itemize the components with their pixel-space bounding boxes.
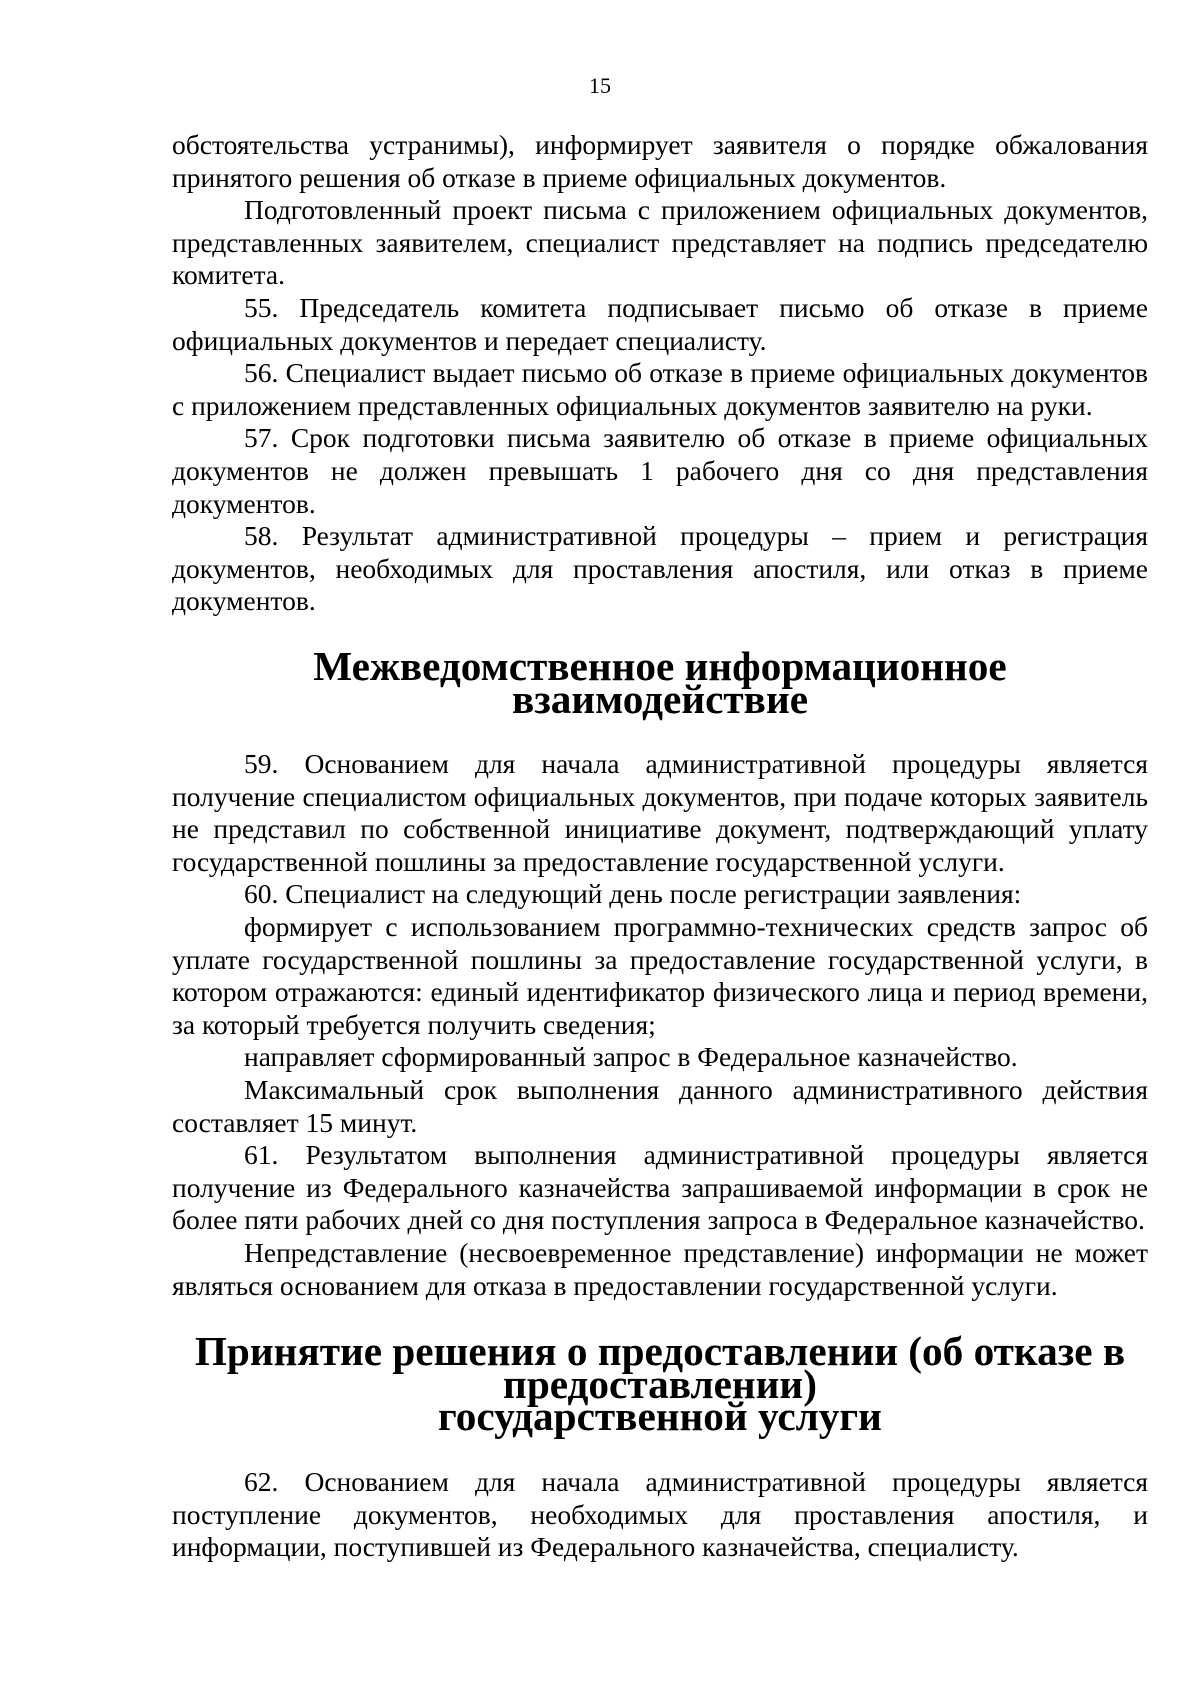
paragraph: обстоятельства устранимы), информирует заявителя о порядке обжалования принятого решения об отказе в приеме официальных документов.	[172, 129, 1148, 193]
section-heading-interagency: Межведомственное информационное взаимодействие	[313, 642, 1007, 722]
document-body	[172, 129, 1148, 1564]
paragraph: Максимальный срок выполнения данного административного действия составляет 15 минут.	[172, 1074, 1148, 1138]
paragraph: формирует с использованием программно-технических средств запрос об уплате государственной пошлины за предоставление государственной услуги, в котором отражаются: единый идентификатор физического лица и период времени, за который требуется получить сведения;	[172, 911, 1148, 1040]
paragraph-59: 59. Основанием для начала административной процедуры является получение специалистом официальных документов, при подаче которых заявитель не представил по собственной инициативе документ, подтверждающий уплату государственной пошлины за предоставление государственной услуги.	[172, 748, 1148, 877]
paragraph: Непредставление (несвоевременное представление) информации не может являться основанием для отказа в предоставлении государственной услуги.	[172, 1237, 1148, 1301]
section-heading-decision-line-2: государственной услуги	[438, 1393, 882, 1440]
section-heading-decision-line-1: Принятие решения о предоставлении (об отказе в предоставлении)	[194, 1328, 1126, 1407]
paragraph-58: 58. Результат административной процедуры – прием и регистрация документов, необходимых для проставления апостиля, или отказ в приеме документов.	[172, 520, 1148, 617]
section-heading-decision	[172, 1328, 1148, 1440]
paragraph-57: 57. Срок подготовки письма заявителю об отказе в приеме официальных документов не должен превышать 1 рабочего дня со дня представления документов.	[172, 422, 1148, 519]
paragraph: Подготовленный проект письма с приложением официальных документов, представленных заявителем, специалист представляет на подпись председателю комитета.	[172, 194, 1148, 291]
paragraph-55: 55. Председатель комитета подписывает письмо об отказе в приеме официальных документов и передает специалисту.	[172, 291, 1148, 356]
paragraph-61: 61. Результатом выполнения административной процедуры является получение из Федерального казначейства запрашиваемой информации в срок не более пяти рабочих дней со дня поступления запроса в Федеральное казначейство.	[172, 1139, 1148, 1236]
paragraph: направляет сформированный запрос в Федеральное казначейство.	[244, 1041, 1018, 1073]
paragraph-56: 56. Специалист выдает письмо об отказе в приеме официальных документов с приложением представленных официальных документов заявителю на руки.	[172, 357, 1148, 421]
paragraph-60: 60. Специалист на следующий день после регистрации заявления:	[244, 878, 1022, 910]
paragraph-62: 62. Основанием для начала административной процедуры является поступление документов, необходимых для проставления апостиля, и информации, поступившей из Федерального казначейства, специалисту.	[172, 1465, 1148, 1563]
page-number: 15	[589, 73, 611, 98]
